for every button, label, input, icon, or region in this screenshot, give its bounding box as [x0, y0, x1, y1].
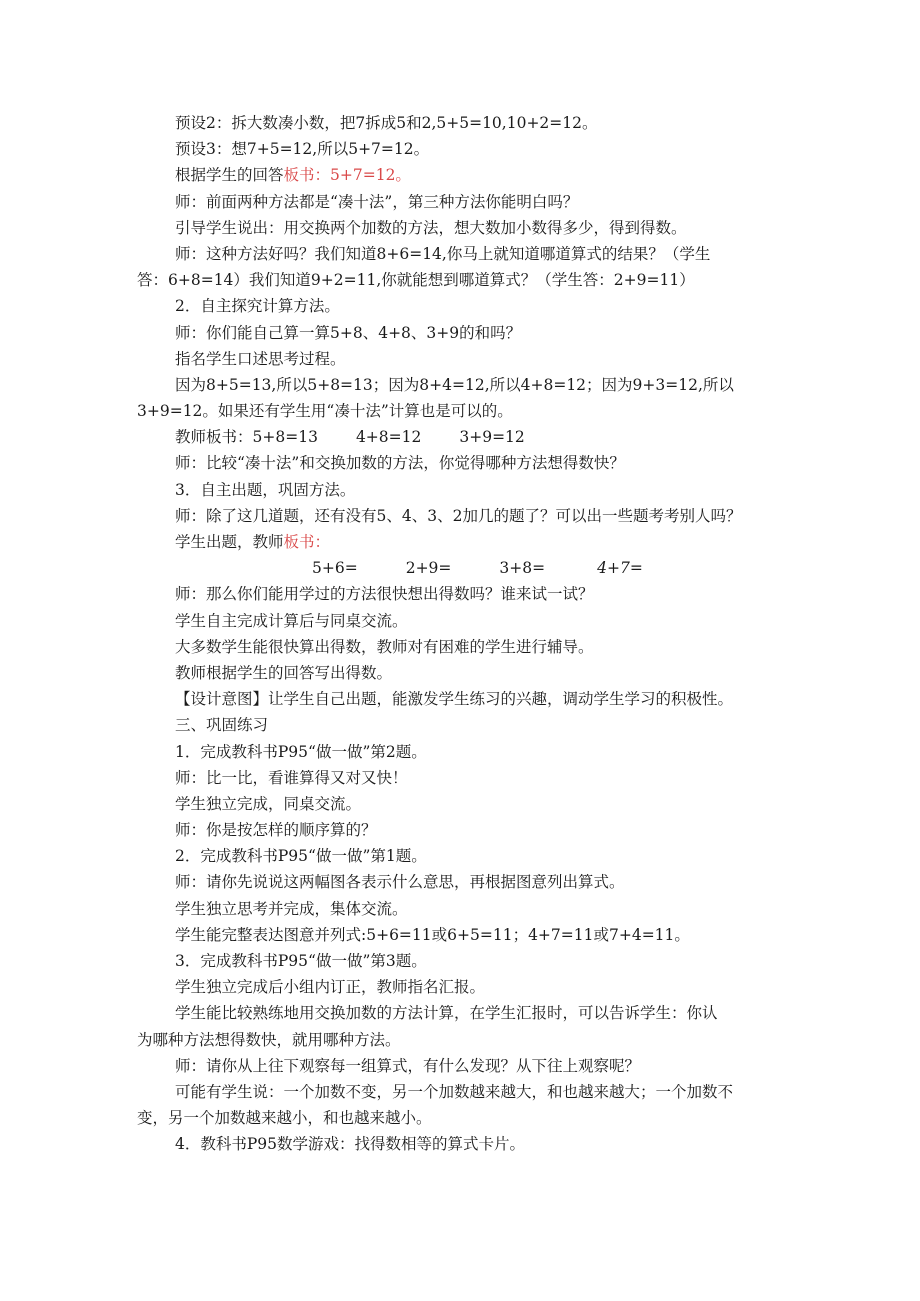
document-page [0, 110, 920, 1158]
text-line: 因为8+5=13,所以5+8=13；因为8+4=12,所以4+8=12；因为9+3=12,所以 [175, 375, 734, 394]
text-line: 预设3：想7+5=12,所以5+7=12。 [175, 140, 430, 159]
text-line: 变，另一个加数越来越小，和也越来越小。 [137, 1109, 432, 1128]
equation: 2+9= [405, 559, 452, 578]
text-line: 学生独立完成，同桌交流。 [175, 794, 362, 813]
equation: 4+7= [597, 559, 643, 578]
text-line: 3．完成教科书P95“做一做”第3题。 [175, 952, 427, 970]
text-line: 4．教科书P95数学游戏：找得数相等的算式卡片。 [175, 1135, 526, 1154]
text-line: 2．完成教科书P95“做一做”第1题。 [175, 847, 427, 866]
text-line: 1．完成教科书P95“做一做”第2题。 [175, 742, 427, 761]
text-line: 教师根据学生的回答写出得数。 [175, 663, 393, 682]
text-segment: 根据学生的回答 [175, 166, 284, 185]
text-line: 学生独立完成后小组内订正，教师指名汇报。 [175, 978, 486, 997]
text-line: 师：那么你们能用学过的方法很快想出得数吗？谁来试一试？ [175, 585, 594, 604]
design-intent-line: 【设计意图】让学生自己出题，能激发学生练习的兴趣，调动学生学习的积极性。 [175, 690, 734, 709]
text-line: 答：6+8=14）我们知道9+2=11,你就能想到哪道算式？（学生答：2+9=11） [137, 271, 695, 290]
equation: 4+8=12 [355, 428, 422, 447]
text-line: 为哪种方法想得数快，就用哪种方法。 [137, 1030, 401, 1049]
text-line: 师：请你从上往下观察每一组算式，有什么发现？从下往上观察呢？ [175, 1056, 641, 1075]
board-writing-red: 板书： [283, 533, 331, 551]
text-line: 学生能比较熟练地用交换加数的方法计算，在学生汇报时，可以告诉学生：你认 [175, 1004, 718, 1023]
text-line [0, 424, 920, 450]
text-line: 可能有学生说：一个加数不变，另一个加数越来越大，和也越来越大；一个加数不 [175, 1082, 734, 1101]
text-line: 师：你是按怎样的顺序算的？ [175, 821, 377, 840]
text-line: 师：比一比，看谁算得又对又快！ [175, 768, 408, 787]
text-line: 师：请你先说说这两幅图各表示什么意思，再根据图意列出算式。 [175, 873, 625, 892]
equation: 5+8=13 [252, 428, 318, 447]
text-line [0, 162, 920, 188]
text-line: 学生能完整表达图意并列式:5+6=11或6+5=11；4+7=11或7+4=11。 [175, 925, 690, 944]
text-line: 2．自主探究计算方法。 [175, 297, 340, 316]
equation-row [0, 555, 920, 581]
text-line: 大多数学生能很快算出得数，教师对有困难的学生进行辅导。 [175, 637, 594, 656]
section-heading: 三、巩固练习 [175, 716, 269, 735]
board-writing-red: 板书：5+7=12。 [283, 166, 411, 185]
text-line: 学生自主完成计算后与同桌交流。 [175, 611, 408, 630]
text-line: 预设2：拆大数凑小数，把7拆成5和2,5+5=10,10+2=12。 [175, 114, 598, 132]
text-segment: 教师板书： [175, 428, 253, 447]
text-line: 师：比较“凑十法”和交换加数的方法，你觉得哪种方法想得数快？ [175, 454, 625, 473]
text-line: 学生独立思考并完成，集体交流。 [175, 899, 408, 918]
equation: 3+8= [499, 559, 546, 578]
text-line: 师：前面两种方法都是“凑十法”，第三种方法你能明白吗？ [175, 192, 579, 211]
text-segment: 学生出题，教师 [175, 533, 284, 551]
text-line: 师：这种方法好吗？我们知道8+6=14,你马上就知道哪道算式的结果？（学生 [175, 244, 711, 263]
text-line: 师：除了这几道题，还有没有5、4、3、2加几的题了？可以出一些题考考别人吗？ [175, 506, 742, 525]
text-line: 引导学生说出：用交换两个加数的方法，想大数加小数得多少，得到得数。 [175, 218, 687, 237]
text-line: 指名学生口述思考过程。 [175, 349, 346, 368]
equation: 3+9=12 [459, 428, 525, 447]
text-line: 师：你们能自己算一算5+8、4+8、3+9的和吗？ [175, 323, 522, 342]
text-line: 3．自主出题，巩固方法。 [175, 480, 356, 499]
equation: 5+6= [312, 559, 358, 578]
text-line: 3+9=12。如果还有学生用“凑十法”计算也是可以的。 [137, 402, 513, 421]
text-line [0, 529, 920, 555]
